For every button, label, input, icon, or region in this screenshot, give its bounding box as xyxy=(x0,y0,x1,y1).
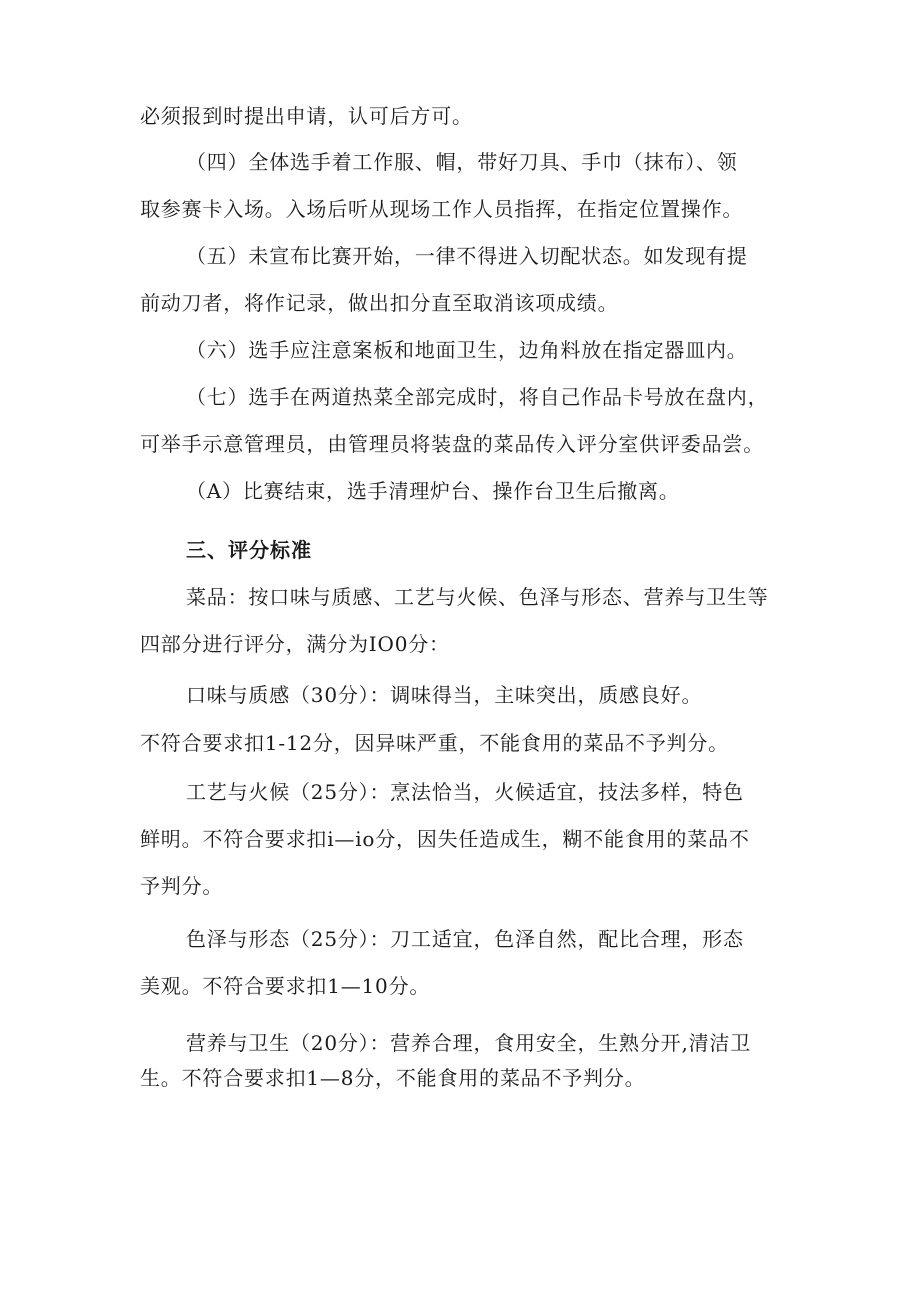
paragraph-line: （六）选手应注意案板和地面卫生，边角料放在指定器皿内。 xyxy=(186,338,748,362)
paragraph-line: 前动刀者，将作记录，做出扣分直至取消该项成绩。 xyxy=(140,291,619,315)
section-heading: 三、评分标准 xyxy=(186,538,312,562)
paragraph-line: （七）选手在两道热菜全部完成时，将自己作品卡号放在盘内， xyxy=(186,385,769,409)
paragraph-line: 不符合要求扣1-12分，因异味严重，不能食用的菜品不予判分。 xyxy=(140,731,729,755)
paragraph-line: 予判分。 xyxy=(140,874,224,898)
paragraph-line: 口味与质感（30分）：调味得当，主味突出，质感良好。 xyxy=(186,683,703,707)
paragraph-line: （四）全体选手着工作服、帽，带好刀具、手巾（抹布）、领 xyxy=(186,150,738,174)
paragraph-line: 工艺与火候（25分）：烹法恰当，火候适宜，技法多样，特色 xyxy=(186,780,744,804)
paragraph-line: （A）比赛结束，选手清理炉台、操作台卫生后撤离。 xyxy=(186,479,680,503)
paragraph-line: 美观。不符合要求扣1—10分。 xyxy=(140,974,431,998)
paragraph-line: 生。不符合要求扣1—8分，不能食用的菜品不予判分。 xyxy=(140,1066,646,1090)
paragraph-line: 色泽与形态（25分）：刀工适宜，色泽自然，配比合理，形态 xyxy=(186,927,744,951)
paragraph-line: 取参赛卡入场。入场后听从现场工作人员指挥，在指定位置操作。 xyxy=(140,197,744,221)
paragraph-line: 鲜明。不符合要求扣i—io分，因失任造成生，糊不能食用的菜品不 xyxy=(140,827,750,851)
paragraph-line: 营养与卫生（20分）：营养合理，食用安全，生熟分开,清洁卫 xyxy=(186,1031,752,1055)
paragraph-line: 菜品：按口味与质感、工艺与火候、色泽与形态、营养与卫生等 xyxy=(186,585,769,609)
paragraph-line: 四部分进行评分，满分为IO0分： xyxy=(140,632,450,656)
paragraph-line: 可举手示意管理员，由管理员将装盘的菜品传入评分室供评委品尝。 xyxy=(140,432,764,456)
paragraph-line: 必须报到时提出申请，认可后方可。 xyxy=(140,104,473,128)
paragraph-line: （五）未宣布比赛开始，一律不得进入切配状态。如发现有提 xyxy=(186,244,748,268)
